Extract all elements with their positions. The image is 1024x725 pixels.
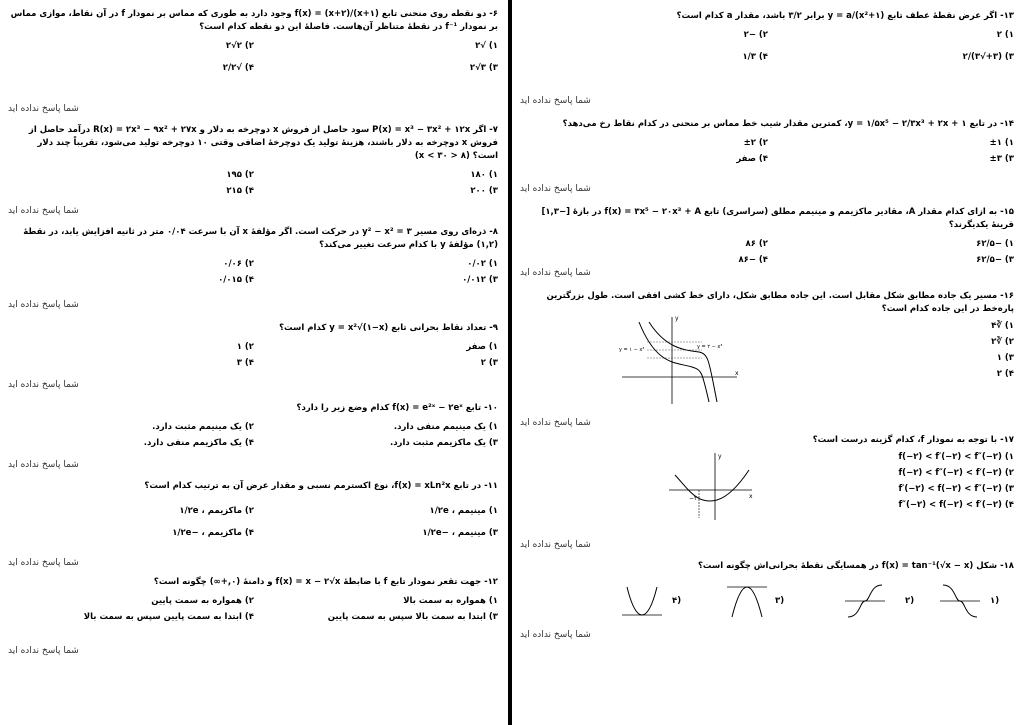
option-3[interactable]: ۳) −۶۲/۵ (976, 255, 1014, 265)
option-1[interactable]: ۱) ±۱ (989, 138, 1014, 148)
unanswered-label: شما پاسخ نداده اید (8, 558, 79, 568)
question-13 (522, 10, 1014, 62)
question-stem: ۶- دو نقطه روی منحنی تابع f(x) = (x+۲)/(x+۱) وجود دارد به طوری که مماس بر نمودار f در آن نقاط، موازی مماس بر نمودار f⁻¹ در نقطهٔ متناظر آن‌هاست. فاصلهٔ این دو نقطه کدام است؟ (10, 9, 498, 32)
unanswered-label: شما پاسخ نداده اید (520, 540, 591, 550)
question-16 (522, 290, 1014, 390)
left-page (0, 0, 508, 725)
option-1[interactable]: ۱) ۱۸۰ (470, 170, 498, 180)
option-2[interactable]: ۲) ۲√۲ (225, 41, 254, 51)
question-stem: ۱۱- در تابع f(x) = xLn²x، نوع اکسترمم نسبی و مقدار عرض آن به ترتیب کدام است؟ (144, 481, 498, 491)
question-10 (10, 402, 498, 447)
option-4[interactable]: ۴) √۲/۲ (222, 63, 254, 73)
option-2[interactable]: ۲) (905, 596, 915, 606)
unanswered-label: شما پاسخ نداده اید (520, 184, 591, 194)
option-2[interactable]: ۲) f(−۲) < f″(−۲) < f′(−۲) (898, 468, 1014, 478)
options (522, 238, 1014, 264)
option-4[interactable]: ۴) یک ماکزیمم منفی دارد. (143, 438, 254, 448)
option-4[interactable]: ۴) ۲ (996, 369, 1014, 379)
option-4[interactable]: ۴) ابتدا به سمت پایین سپس به سمت بالا (83, 612, 254, 622)
curve-upper (649, 322, 717, 402)
option-3[interactable]: ۳) ۱ (996, 353, 1014, 363)
right-page (512, 0, 1024, 725)
options (522, 320, 1014, 390)
options (522, 451, 1014, 521)
option-1[interactable]: ۱) √۲ (475, 41, 498, 51)
option-3[interactable]: ۳) ±۳ (989, 154, 1014, 164)
option-4-shape-icon[interactable] (617, 582, 667, 620)
question-18 (522, 560, 1014, 573)
option-2-shape-icon[interactable] (840, 582, 890, 620)
page-divider (508, 0, 512, 725)
option-2[interactable]: ۲) ∛۲ (991, 337, 1014, 347)
option-1[interactable]: ۱) ∛۴ (991, 321, 1014, 331)
question-stem: ۱۸- شکل f(x) = tan⁻¹(√x − x) در همسایگی نقطهٔ بحرانی‌اش چگونه است؟ (697, 561, 1014, 571)
curve-lower (639, 322, 709, 402)
y-axis-label: y (675, 315, 679, 322)
option-2[interactable]: ۲) یک مینیمم مثبت دارد. (152, 422, 254, 432)
question-stem: ۱۳- اگر عرض نقطهٔ عطف تابع y = a/(x²+۱) برابر ۳/۲ باشد، مقدار a کدام است؟ (676, 11, 1014, 21)
option-2[interactable]: ۲) ±۲ (743, 138, 768, 148)
option-1[interactable]: ۱) همواره به سمت بالا (403, 596, 498, 606)
x-axis-label: x (735, 370, 739, 377)
unanswered-label: شما پاسخ نداده اید (520, 630, 591, 640)
option-3[interactable]: ۳) f′(−۲) < f(−۲) < f″(−۲) (898, 484, 1014, 494)
question-17 (522, 434, 1014, 521)
options (10, 421, 498, 447)
option-3[interactable]: ۳) ۲۰۰ (470, 186, 498, 196)
unanswered-label: شما پاسخ نداده اید (8, 300, 79, 310)
options (10, 40, 498, 76)
question-9 (10, 322, 498, 367)
question-stem: ۱۵- به ازای کدام مقدار A، مقادیر ماکزیمم و مینیمم مطلق (سراسری) تابع f(x) = ۳x⁵ − ۲۰x³ + A در بازهٔ [−۱,۳] قرینهٔ یکدیگرند؟ (541, 207, 1014, 230)
question-stem: ۱۲- جهت تقعر نمودار تابع f با ضابطهٔ f(x) = x − ۲√x و دامنهٔ (۰,+∞) چگونه است؟ (153, 577, 498, 587)
unanswered-label: شما پاسخ نداده اید (520, 96, 591, 106)
options (10, 595, 498, 621)
option-1[interactable]: ۱) صفر (466, 342, 498, 352)
options (10, 169, 498, 195)
options (522, 137, 1014, 163)
question-12 (10, 576, 498, 621)
option-2[interactable]: ۲) ۱۹۵ (226, 170, 254, 180)
option-1[interactable]: ۱) یک مینیمم منفی دارد. (393, 422, 498, 432)
option-2[interactable]: ۲) ۱ (236, 342, 254, 352)
option-3[interactable]: ۳) ابتدا به سمت بالا سپس به سمت پایین (327, 612, 498, 622)
unanswered-label: شما پاسخ نداده اید (8, 460, 79, 470)
option-4[interactable]: ۴) −۸۶ (738, 255, 768, 265)
option-3[interactable]: ۳) (775, 596, 785, 606)
question-stem: ۹- تعداد نقاط بحرانی تابع y = x²√(۱−x) کدام است؟ (279, 323, 498, 333)
option-3[interactable]: ۳) یک ماکزیمم مثبت دارد. (389, 438, 498, 448)
question-15 (522, 206, 1014, 264)
option-1[interactable]: ۱) ۲ (996, 30, 1014, 40)
unanswered-label: شما پاسخ نداده اید (8, 380, 79, 390)
option-3[interactable]: ۳) ۲ (480, 358, 498, 368)
option-2[interactable]: ۲) −۲ (743, 30, 768, 40)
option-4[interactable]: ۴) ۱/۳ (742, 52, 768, 62)
road-graph-figure (617, 312, 742, 407)
option-4[interactable]: ۴) f″(−۲) < f(−۲) < f′(−۲) (898, 500, 1014, 510)
question-stem: ۱۶- مسیر یک جاده مطابق شکل مقابل است. این جاده مطابق شکل، دارای خط کشی افقی است. طول بزرگترین پاره‌خط در این جاده کدام است؟ (546, 291, 1014, 314)
options (522, 29, 1014, 62)
option-4[interactable]: ۴) ۲۱۵ (226, 186, 254, 196)
question-14 (522, 118, 1014, 163)
option-2[interactable]: ۲) همواره به سمت پایین (151, 596, 254, 606)
question-stem: ۱۷- با توجه به نمودار f، کدام گزینه درست است؟ (812, 435, 1014, 445)
option-3[interactable]: ۳) ۰/۰۱۲ (462, 275, 498, 285)
curve-label-2: y = ۲ − x³ (697, 344, 723, 350)
options (10, 499, 498, 543)
option-3-shape-icon[interactable] (722, 582, 772, 620)
option-2[interactable]: ۲) ۰/۰۶ (223, 259, 254, 269)
question-stem: ۱۰- تابع f(x) = e²ˣ − ۲eˣ کدام وضع زیر را دارد؟ (296, 403, 498, 413)
question-6 (10, 8, 498, 76)
function-curve (675, 470, 749, 501)
option-1[interactable]: ۱) f(−۲) < f′(−۲) < f″(−۲) (898, 452, 1014, 462)
options (10, 341, 498, 367)
question-7 (10, 124, 498, 195)
option-3[interactable]: ۳) ۳√۲ (469, 63, 498, 73)
option-3[interactable]: ۳) (۳+√۳)/۲ (962, 52, 1014, 62)
question-stem: ۷- اگر P(x) = x³ − ۳x² + ۱۲x سود حاصل از فروش x دوچرخه به دلار و R(x) = ۲x³ − ۹x² + ۲۷x درآمد حاصل از فروش x دوچرخه به دلار باشند، هزینهٔ تولید یک دوچرخهٔ اضافی وقتی ۱۰ دوچرخه تولید می‌شود، تقریباً چند دلار است؟ (۸ < x < ۳۰) (28, 125, 498, 161)
option-2[interactable]: ۲) ماکزیمم ، ۱/۲e (179, 506, 254, 516)
option-1-shape-icon[interactable] (935, 582, 985, 620)
unanswered-label: شما پاسخ نداده اید (8, 206, 79, 216)
option-4[interactable]: ۴) ماکزیمم ، −۱/۲e (172, 528, 254, 538)
function-graph-figure (667, 450, 757, 525)
option-3[interactable]: ۳) مینیمم ، −۱/۲e (422, 528, 498, 538)
option-1[interactable]: ۱) مینیمم ، ۱/۲e (429, 506, 498, 516)
unanswered-label: شما پاسخ نداده اید (8, 104, 79, 114)
question-stem: ۱۴- در تابع y = ۱/۵x⁵ − ۲/۳x³ + ۲x + ۱، کمترین مقدار شیب خط مماس بر منحنی در کدام نقاط رخ می‌دهد؟ (562, 119, 1014, 129)
question-11 (10, 480, 498, 543)
question-18-options (512, 578, 1024, 623)
option-1[interactable]: ۱) −۶۲/۵ (976, 239, 1014, 249)
question-stem: ۸- ذره‌ای روی مسیر y² − x² = ۳ در حرکت است. اگر مؤلفهٔ x آن با سرعت ۰/۰۴ متر در ثانیه افزایش یابد، در نقطهٔ (۱,۲) مؤلفهٔ y با کدام سرعت تغییر می‌کند؟ (23, 227, 498, 250)
x-axis-label: x (749, 493, 753, 500)
curve-label-1: y = ۱ − x³ (619, 347, 645, 353)
unanswered-label: شما پاسخ نداده اید (520, 418, 591, 428)
option-4[interactable]: ۴) صفر (736, 154, 768, 164)
option-1[interactable]: ۱) ۰/۰۲ (467, 259, 498, 269)
question-8 (10, 226, 498, 284)
option-4[interactable]: ۴) (672, 596, 682, 606)
unanswered-label: شما پاسخ نداده اید (8, 646, 79, 656)
options (10, 258, 498, 284)
option-4[interactable]: ۴) ۰/۰۱۵ (218, 275, 254, 285)
option-2[interactable]: ۲) ۸۶ (745, 239, 768, 249)
tick-label: −۲ (689, 495, 698, 502)
option-4[interactable]: ۴) ۳ (236, 358, 254, 368)
unanswered-label: شما پاسخ نداده اید (520, 268, 591, 278)
y-axis-label: y (718, 453, 722, 460)
option-1[interactable]: ۱) (990, 596, 1000, 606)
